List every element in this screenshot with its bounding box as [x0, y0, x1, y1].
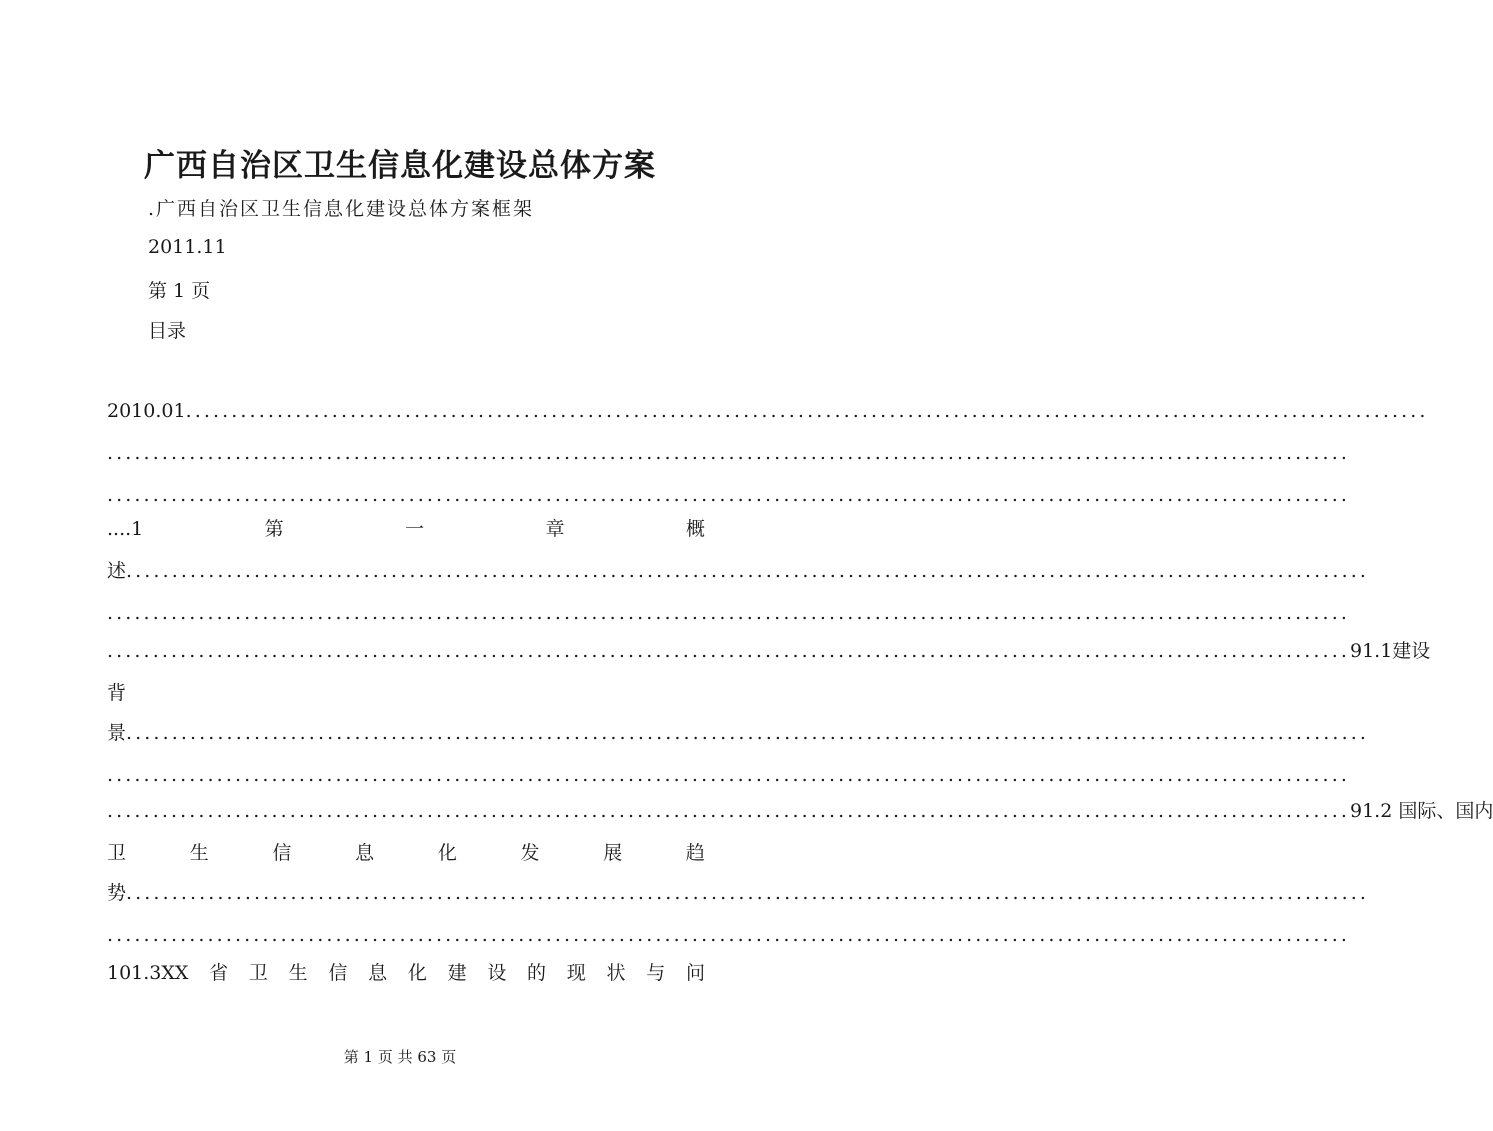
toc-word: 趋 — [685, 842, 705, 864]
toc-word: 述 — [107, 560, 127, 582]
toc-word: 息 — [368, 962, 388, 984]
toc-word: 卫 — [248, 962, 268, 984]
toc-heading: 目录 — [148, 320, 187, 342]
toc-line — [107, 556, 1369, 586]
page-label: 第 1 页 — [148, 280, 211, 302]
toc-leader-dots: ........................................................................................................................................ — [107, 640, 1350, 662]
toc-word: 息 — [355, 842, 375, 864]
toc-word: 展 — [603, 842, 623, 864]
toc-line — [107, 838, 705, 868]
toc-line — [107, 718, 1369, 748]
toc-word: 势 — [107, 882, 127, 904]
toc-line — [107, 958, 705, 988]
toc-word: 信 — [328, 962, 348, 984]
toc-word: 卫 — [107, 842, 127, 864]
toc-line — [107, 796, 1493, 826]
toc-leader-dots: ........................................................................................................................................ — [185, 400, 1429, 422]
toc-leader-dots: ........................................................................................................................................ — [107, 800, 1350, 822]
document-date: 2011.11 — [148, 236, 227, 258]
toc-word: 景 — [107, 722, 127, 744]
toc-word: 生 — [189, 842, 209, 864]
toc-word: 状 — [606, 962, 626, 984]
toc-word: 信 — [272, 842, 292, 864]
toc-word: 化 — [437, 842, 457, 864]
toc-line — [107, 636, 1431, 666]
page-footer: 第 1 页 共 63 页 — [343, 1048, 457, 1066]
toc-chapter-line — [107, 514, 705, 544]
toc-entry-end: ....1 — [107, 518, 144, 540]
toc-word: 概 — [685, 518, 705, 540]
toc-word: 现 — [566, 962, 586, 984]
toc-word: 设 — [487, 962, 507, 984]
toc-leader-dots: ........................................................................................................................................ — [126, 560, 1369, 582]
toc-word: 101.3XX — [107, 962, 189, 984]
toc-leader-line: ........................................................................................................................................ — [107, 442, 1350, 464]
toc-page-number: 91.1建设 — [1349, 640, 1431, 662]
toc-word: 建 — [447, 962, 467, 984]
toc-page-number: 91.2 国际、国内 — [1349, 800, 1493, 822]
toc-leader-dots: ........................................................................................................................................ — [126, 882, 1369, 904]
toc-word: 第 — [264, 518, 284, 540]
toc-entry-prefix: 2010.01 — [107, 400, 186, 422]
toc-leader-line: ........................................................................................................................................ — [107, 924, 1350, 946]
toc-leader-line: ........................................................................................................................................ — [107, 484, 1350, 506]
toc-word: 背 — [107, 682, 127, 704]
toc-word: 问 — [685, 962, 705, 984]
toc-word: 发 — [520, 842, 540, 864]
toc-line — [107, 878, 1369, 908]
toc-line — [107, 396, 1429, 426]
toc-leader-line: ........................................................................................................................................ — [107, 764, 1350, 786]
toc-word: 生 — [288, 962, 308, 984]
toc-word: 与 — [646, 962, 666, 984]
document-title: 广西自治区卫生信息化建设总体方案 — [144, 148, 656, 184]
toc-word: 化 — [407, 962, 427, 984]
toc-word: 的 — [527, 962, 547, 984]
toc-word: 省 — [209, 962, 229, 984]
toc-leader-line: ........................................................................................................................................ — [107, 602, 1350, 624]
toc-word: 一 — [405, 518, 425, 540]
document-subtitle: .广西自治区卫生信息化建设总体方案框架 — [148, 198, 535, 220]
toc-line — [107, 678, 705, 708]
toc-leader-dots: ........................................................................................................................................ — [126, 722, 1369, 744]
toc-word: 章 — [545, 518, 565, 540]
